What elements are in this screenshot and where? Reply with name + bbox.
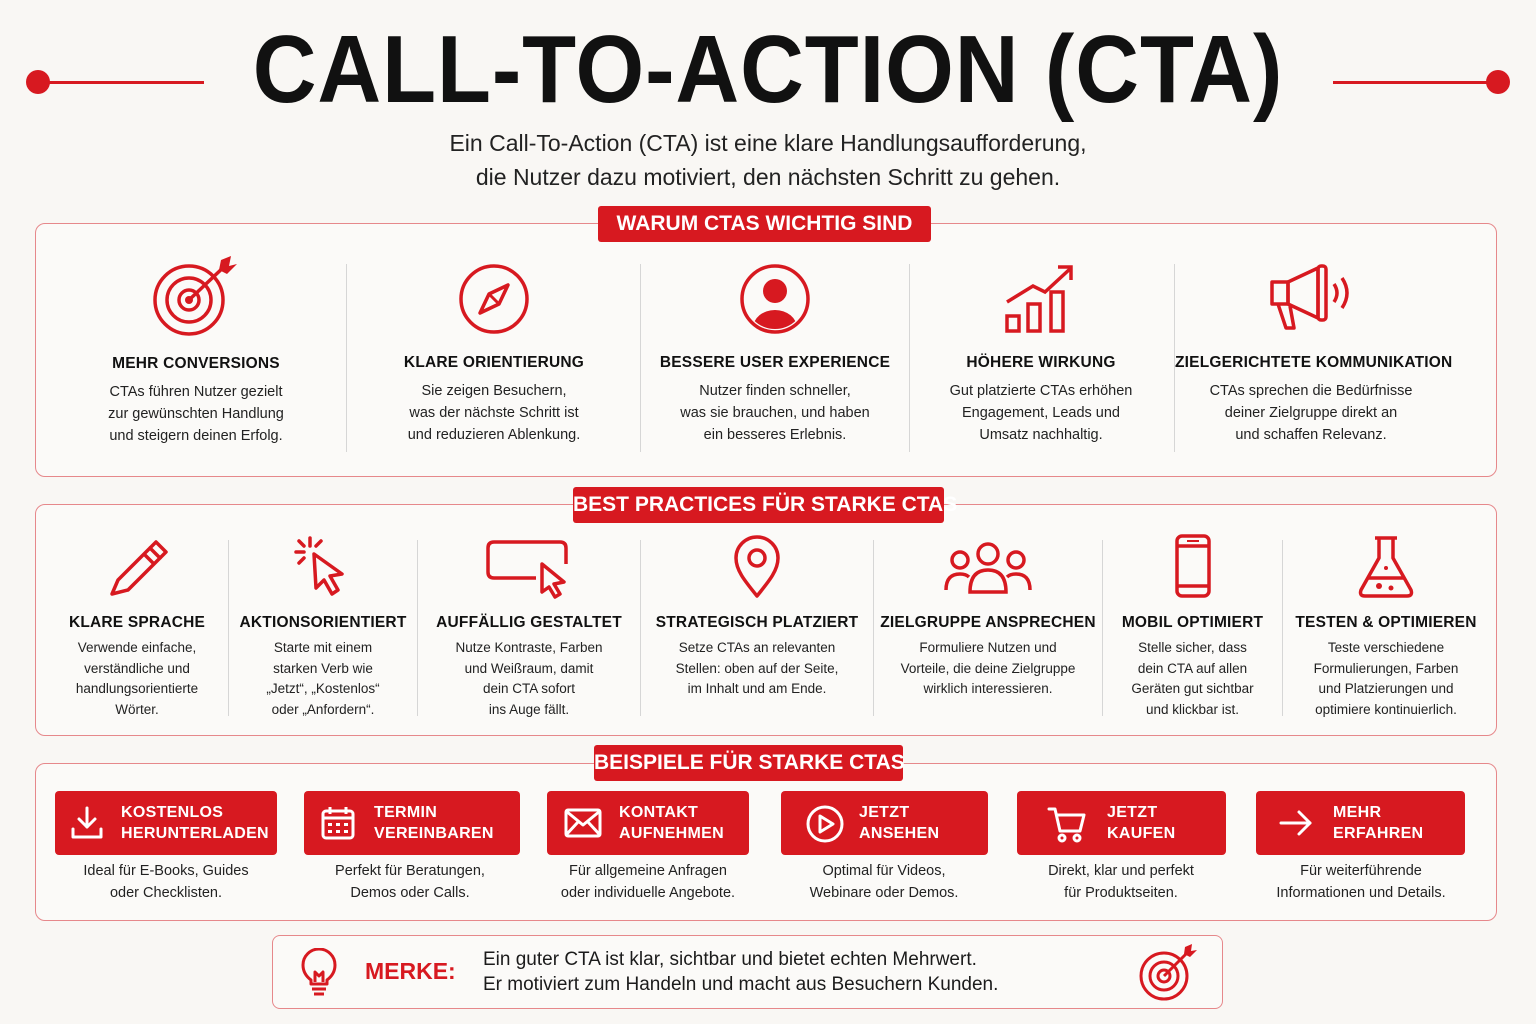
why-item-text: Sie zeigen Besuchern, was der nächste Schritt ist und reduzieren Ablenkung. — [407, 383, 581, 443]
why-item-text: Gut platzierte CTAs erhöhen Engagement, Leads und Umsatz nachhaltig. — [949, 383, 1133, 443]
flask-icon — [1353, 534, 1419, 600]
compass-icon — [457, 262, 531, 336]
cta-description: Optimal für Videos, Webinare oder Demos. — [809, 863, 959, 901]
why-item-text: CTAs sprechen die Bedürfnisse deiner Zielgruppe direkt an und schaffen Relevanz. — [1209, 383, 1413, 443]
why-item-communication — [1175, 262, 1453, 446]
why-item-conversions — [50, 254, 342, 447]
cta-buy-button[interactable] — [1017, 791, 1226, 855]
practice-mobile — [1104, 534, 1281, 720]
practice-title: STRATEGISCH PLATZIERT — [655, 614, 859, 631]
practice-target-group — [875, 534, 1101, 700]
cta-label: MEHR ERFAHREN — [1333, 804, 1424, 842]
practice-eye-catching — [419, 534, 639, 720]
merke-text: Ein guter CTA ist klar, sichtbar und bietet echten Mehrwert. Er motiviert zum Handeln und macht aus Besuchern Kunden. — [483, 949, 999, 995]
why-item-text: Nutzer finden schneller, was sie brauchen, und haben ein besseres Erlebnis. — [680, 383, 870, 443]
smartphone-icon — [1160, 534, 1226, 600]
divider — [346, 264, 347, 452]
practice-text: Nutze Kontraste, Farben und Weißraum, damit dein CTA sofort ins Auge fällt. — [455, 640, 603, 717]
location-pin-icon — [724, 534, 790, 600]
cta-learn-more-button[interactable] — [1256, 791, 1465, 855]
subtitle-line-1: Ein Call-To-Action (CTA) ist eine klare Handlungsaufforderung, — [449, 130, 1087, 156]
practice-text: Verwende einfache, verständliche und handlungsorientierte Wörter. — [75, 640, 199, 717]
practice-title: AUFFÄLLIG GESTALTET — [436, 614, 622, 631]
megaphone-icon — [1266, 262, 1356, 336]
mail-icon — [563, 807, 603, 839]
cta-appointment-button[interactable] — [304, 791, 520, 855]
divider — [417, 540, 418, 716]
lightbulb-icon — [299, 948, 339, 998]
practice-text: Starte mit einem starken Verb wie „Jetzt“, „Kostenlos“ oder „Anfordern“. — [266, 640, 380, 717]
why-item-title: HÖHERE WIRKUNG — [966, 354, 1116, 371]
target-icon — [1137, 941, 1199, 1003]
divider — [1102, 540, 1103, 716]
practices-banner: BEST PRACTICES FÜR STARKE CTAS — [573, 487, 944, 523]
practice-text: Setze CTAs an relevanten Stellen: oben auf der Seite, im Inhalt und am Ende. — [675, 640, 839, 696]
why-item-title: KLARE ORIENTIERUNG — [403, 354, 585, 371]
cta-contact-button[interactable] — [547, 791, 749, 855]
why-banner: WARUM CTAS WICHTIG SIND — [598, 206, 931, 242]
practice-clear-language — [48, 534, 226, 720]
play-icon — [805, 804, 845, 844]
divider — [1282, 540, 1283, 716]
calendar-icon — [320, 805, 356, 841]
cta-description: Direkt, klar und perfekt für Produktseiten. — [1048, 863, 1194, 901]
cta-label: KOSTENLOS HERUNTERLADEN — [121, 804, 269, 842]
pencil-icon — [104, 534, 170, 600]
practice-text: Teste verschiedene Formulierungen, Farben und Platzierungen und optimiere kontinuierlich. — [1313, 640, 1459, 717]
why-item-orientation — [348, 262, 640, 446]
practice-title: AKTIONSORIENTIERT — [239, 614, 407, 631]
merke-label: MERKE: — [365, 958, 456, 984]
cursor-click-icon — [290, 534, 356, 600]
practice-text: Formuliere Nutzen und Vorteile, die deine Zielgruppe wirklich interessieren. — [900, 640, 1076, 696]
button-cursor-icon — [484, 534, 574, 600]
cta-label: KONTAKT AUFNEHMEN — [619, 804, 724, 842]
why-item-title: MEHR CONVERSIONS — [112, 355, 280, 372]
divider — [640, 264, 641, 452]
cta-description: Für weiterführende Informationen und Details. — [1276, 863, 1446, 901]
divider — [640, 540, 641, 716]
practice-title: ZIELGRUPPE ANSPRECHEN — [880, 614, 1096, 631]
cart-icon — [1047, 805, 1087, 843]
why-item-impact — [910, 262, 1172, 446]
cta-label: JETZT KAUFEN — [1107, 804, 1176, 842]
practice-placement — [642, 534, 872, 700]
subtitle-line-2: die Nutzer dazu motiviert, den nächsten Schritt zu gehen. — [475, 164, 1061, 190]
examples-banner: BEISPIELE FÜR STARKE CTAS — [594, 745, 903, 781]
why-item-title: BESSERE USER EXPERIENCE — [659, 354, 891, 371]
cta-description: Ideal für E-Books, Guides oder Checklisten. — [83, 863, 249, 901]
practice-title: KLARE SPRACHE — [68, 614, 206, 631]
divider — [228, 540, 229, 716]
decor-dot-right — [1486, 70, 1510, 94]
divider — [873, 540, 874, 716]
practice-title: MOBIL OPTIMIERT — [1121, 614, 1264, 631]
merke-box — [272, 935, 1223, 1009]
download-icon — [69, 805, 105, 841]
arrow-right-icon — [1278, 807, 1314, 839]
why-item-ux — [642, 262, 908, 446]
practice-title: TESTEN & OPTIMIEREN — [1295, 614, 1477, 631]
cta-label: JETZT ANSEHEN — [859, 804, 940, 842]
why-item-text: CTAs führen Nutzer gezielt zur gewünschten Handlung und steigern deinen Erfolg. — [108, 384, 284, 444]
why-item-title: ZIELGERICHTETE KOMMUNIKATION — [1175, 354, 1453, 371]
practice-text: Stelle sicher, dass dein CTA auf allen Geräten gut sichtbar und klickbar ist. — [1131, 640, 1254, 717]
practice-action-oriented — [230, 534, 416, 720]
practice-testing — [1284, 534, 1488, 720]
growth-chart-icon — [1003, 262, 1079, 336]
cta-description: Für allgemeine Anfragen oder individuelle Angebote. — [560, 863, 736, 901]
page-title: CALL-TO-ACTION (CTA) — [252, 16, 1284, 123]
target-icon — [151, 254, 241, 338]
cta-watch-button[interactable] — [781, 791, 988, 855]
user-icon — [738, 262, 812, 336]
cta-description: Perfekt für Beratungen, Demos oder Calls. — [335, 863, 485, 901]
group-icon — [942, 534, 1034, 600]
cta-download-button[interactable] — [55, 791, 277, 855]
cta-label: TERMIN VEREINBAREN — [374, 804, 494, 842]
